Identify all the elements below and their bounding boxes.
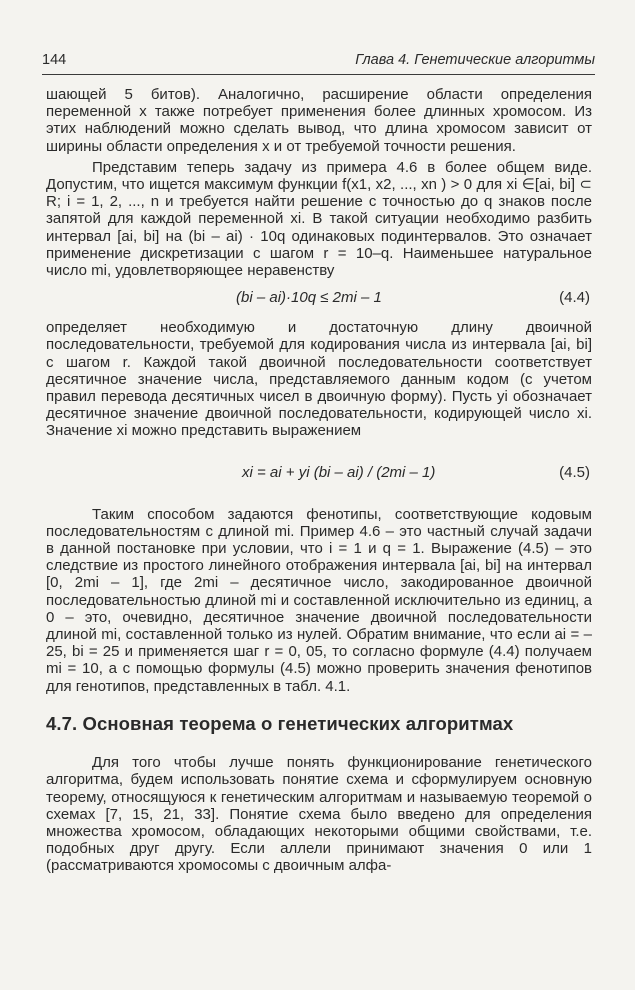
page-body xyxy=(46,86,592,875)
formula-4-4 xyxy=(46,285,592,315)
running-header xyxy=(42,50,595,74)
paragraph-2: Представим теперь задачу из примера 4.6 в более общем виде. Допустим, что ищется максимум функции f(x1, x2, ..., xn ) > 0 для xi ∈[ai, bi] ⊂ R; i = 1, 2, ..., n и требуется найти решение с точностью до q знаков после запятой для каждой переменной xi. В такой ситуации необходимо разбить интервал [ai, bi] на (bi – ai) · 10q одинаковых подинтервалов. Это означает применение дискретизации с шагом r = 10–q. Наименьшее натуральное число mi, удовлетворяющее неравенству xyxy=(46,158,592,280)
formula-4-4-expression: (bi – ai)·10q ≤ 2mi – 1 xyxy=(236,289,382,307)
section-heading: 4.7. Основная теорема о генетических алгоритмах xyxy=(46,712,514,734)
chapter-title: Глава 4. Генетические алгоритмы xyxy=(355,52,595,68)
paragraph-1: шающей 5 битов). Аналогично, расширение области определения переменной x также потребует применения более длинных хромосом. Из этих наблюдений можно сделать вывод, что длина хромосом зависит от ширины области определения x и от требуемой точности решения. xyxy=(46,86,592,155)
paragraph-4: Таким способом задаются фенотипы, соответствующие кодовым последовательностям с длиной mi. Пример 4.6 – это частный случай задачи в данной постановке при условии, что i = 1 и q = 1. Выражение (4.5) – это следствие из простого линейного отображения интервала [ai, bi] на интервал [0, 2mi – 1], где 2mi – десятичное число, закодированное двоичной последовательностью длиной mi и составленной исключительно из единиц, а 0 – это, очевидно, десятичное значение двоичной последовательности длиной mi, составленной только из нулей. Обратим внимание, что если ai = – 25, bi = 25 и применяется шаг r = 0, 05, то согласно формуле (4.4) получаем mi = 10, а с помощью формулы (4.5) можно проверить значения фенотипов для генотипов, представленных в табл. 4.1. xyxy=(46,505,592,695)
formula-4-4-number: (4.4) xyxy=(559,289,590,307)
formula-4-5-expression: xi = ai + yi (bi – ai) / (2mi – 1) xyxy=(242,463,436,481)
header-rule xyxy=(42,74,595,75)
paragraph-5: Для того чтобы лучше понять функционирование генетического алгоритма, будем использовать понятие схема и сформулируем основную теорему, относящуюся к генетическим алгоритмам и называемую теоремой о схемах [7, 15, 21, 33]. Понятие схема было введено для определения множества хромосом, обладающих некоторыми общими свойствами, т.е. подобных друг другу. Если аллели принимают значения 0 или 1 (рассматриваются хромосомы с двоичным алфа- xyxy=(46,754,592,875)
page-number: 144 xyxy=(42,52,67,68)
formula-4-5 xyxy=(46,446,592,502)
paragraph-3: определяет необходимую и достаточную длину двоичной последовательности, требуемой для кодирования числа из интервала [ai, bi] с шагом r. Каждой такой двоичной последовательности соответствует десятичное значение числа, представляемого данным кодом (с учетом правил перевода десятичных чисел в двоичную форму). Пусть yi обозначает десятичное значение двоичной последовательности, кодирующей число xi. Значение xi можно представить выражением xyxy=(46,319,592,440)
formula-4-5-number: (4.5) xyxy=(559,463,590,481)
